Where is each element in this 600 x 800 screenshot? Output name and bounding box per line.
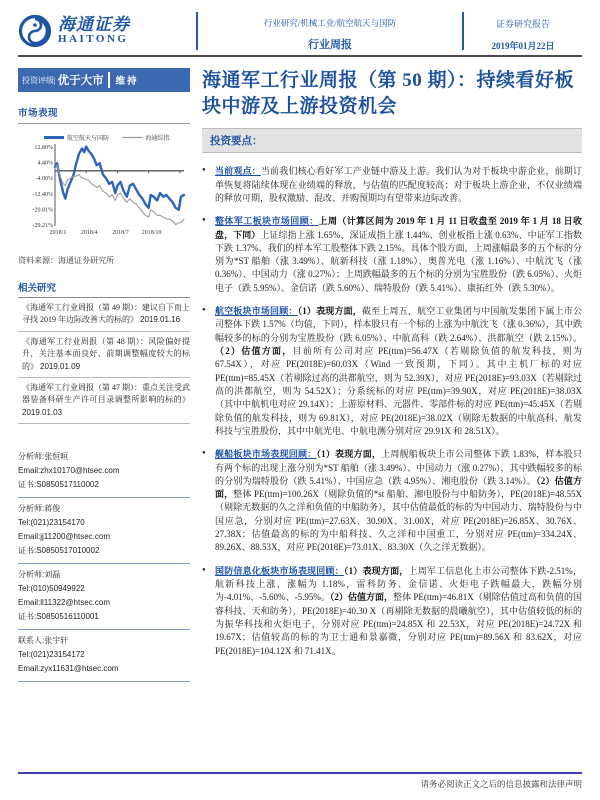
haitong-logo — [18, 10, 196, 52]
analyst-contacts — [18, 446, 190, 682]
report-date: 2019年01月22日 — [491, 41, 555, 51]
key-points-list — [202, 165, 582, 658]
related-research-item: 《海通军工行业周报（第 47 期）：重点关注受武器装备科研生产许可目录调整所影响的标的》 2019.01.03 — [18, 378, 190, 424]
sidebar — [18, 68, 190, 682]
svg-text:12.80%: 12.80% — [34, 145, 53, 151]
header-meta — [464, 10, 582, 52]
header-category — [198, 10, 462, 52]
haitong-logo-text — [58, 16, 130, 45]
contact-line: Email:jj11200@htsec.com — [18, 532, 111, 542]
page-footer — [18, 772, 582, 790]
contact-line: Tel:(021)23154170 — [18, 518, 85, 528]
logo-name-cn: 海通证券 — [58, 15, 130, 35]
research-category: 行业研究/机械工业/航空航天与国防 — [263, 18, 397, 28]
main-column — [202, 68, 582, 682]
key-point: ● 国防信息化板块市场表现回顾：（1）表现方面，上周军工信息化上市公司整体下跌-2.51%，航新科技上涨，涨幅为 1.18%，雷科防务、金信诺、火炬电子跌幅最大，跌幅分别为-4.01%、-5.60%、-5.95%。（2）估值方面，整体 PE(ttm)=46.81X（剔除估值过高和负值的国睿科技、天和防务），PE(2018E)=40.30 X（再剔除无数据的晨曦航空），其中估值较低的标的为振华科技和火炬电子，分别对应 PE(ttm)=24.85X 和 22.53X，对应 PE(2018E)=24.72X 和 19.67X；估值较高的标的为卫士通和景嘉微，分别对应 PE(ttm)=89.56X 和 83.62X，对应 PE(2018E)=104.12X 和 71.41X。 — [202, 565, 582, 658]
svg-text:2018/4: 2018/4 — [80, 230, 98, 236]
svg-text:海通综指: 海通综指 — [145, 136, 170, 142]
svg-text:4.40%: 4.40% — [37, 160, 53, 167]
line-chart — [18, 132, 188, 240]
related-research-item: 《海通军工行业周报（第 48 期）：风险偏好提升，关注基本面良好、前期调整幅度较大的标的》 2019.01.09 — [18, 332, 190, 378]
divider — [18, 123, 190, 124]
svg-text:2018/10: 2018/10 — [141, 230, 162, 236]
key-point: ● 航空板块市场回顾：（1）表现方面，截至上周五，航空工业集团与中国航发集团下属上市公司整体下跌 1.57%（均值，下同），样本股只有一个标的上涨为中航沈飞（涨 0.36%），其中跌幅较多的标的分别为宝胜股份（跌 6.05%）、中航高科（跌 2.64%）、洪都航空（跌 2.15%）。（2）估值方面，目前所有公司对应 PE(ttm)=56.47X（若剔除负值的航发科技，则为 67.54X），对应 PE(2018E)=60.03X（Wind 一致预期，下同）。其中主机厂标的对应 PE(ttm)=85.45X（若剔除过高的洪都航空，则为 52.39X），对应 PE(2018E)=93.03X（若剔除过高的洪都航空，则为 54.52X）；分系统标的对应 PE(ttm)=39.90X，对应 PE(2018E)=38.03X（其中中航机电对应 29.14X）；上游原材料、元器件、零部件标的对应 PE(ttm)=45.45X（若剔除负值的航发科技，则为 69.81X），对应 PE(2018E)=38.02X（剔除无数据的中航高科、航发科技与宝胜股份，其中中航光电、中航电测分别对应 29.91X 和 28.51X）。 — [202, 305, 582, 438]
key-point: ● 整体军工板块市场回顾：上周（计算区间为 2019 年 1 月 11 日收盘至 2019 年 1 月 18 日收盘，下同）上证综指上涨 1.65%、深证成指上涨 1.44%、创业板指上涨 0.63%、中证军工指数下跌 1.37%、我们的样本军工股整体下跌 2.15%。具体个股方面，上周涨幅最多的五个标的分别为*ST 船舶（涨 3.49%）、航新科技（涨 1.18%）、奥普光电（涨 1.16%）、中航沈飞（涨 0.36%）、中国动力（涨 0.27%）；上周跌幅最多的五个标的分别为宝胜股份（跌 6.05%）、火炬电子（跌 5.95%）、金信诺（跌 5.60%）、瑞特股份（跌 5.41%）、康拓红外（跌 5.30%）。 — [202, 215, 582, 295]
footer-disclaimer: 请务必阅读正文之后的信息披露和法律声明 — [420, 779, 582, 789]
report-type: 行业周报 — [308, 39, 352, 51]
market-performance-heading: 市场表现 — [18, 109, 59, 119]
rating-status: 维持 — [115, 77, 139, 87]
contact-line: Tel:(021)23154172 — [18, 650, 85, 660]
svg-text:-20.81%: -20.81% — [32, 207, 53, 214]
content-area — [0, 68, 600, 682]
key-points-heading: 投资要点： — [202, 128, 582, 153]
contact-line: 联系人:张宇轩 — [18, 636, 69, 646]
key-point: ● 舰船板块市场表现回顾：（1）表现方面，上周舰船板块上市公司整体下跌 1.83%，样本股只有两个标的出现上涨分别为*ST 船舶（涨 3.49%）、中国动力（涨 0.27%），其中跌幅较多的标的分别为瑞特股份（跌 5.41%）、中国应急（跌 4.95%）、湘电股份（跌 3.14%）。（2）估值方面，整体 PE(ttm)=100.26X（剔除负值的*st 船舶、湘电股份与中船防务），PE(2018E)=48.55X（剔除无数据的久之洋和负值的中船防务），其中估值最低的标的为中国动力、瑞特股份与中国应急，分别对应 PE(ttm)=27.63X、30.90X、31.00X，对应 PE(2018E)=26.85X、30.76X、27.38X；估值最高的标的为中船科技、久之洋和中国重工，分别对应 PE(ttm)=334.24X、89.26X、88.53X，对应 PE(2018E)=73.01X、83.30X（久之洋无数据）。 — [202, 448, 582, 555]
contact-line: 证书:S0850517010002 — [18, 546, 100, 556]
report-header — [18, 10, 582, 57]
contact-line: 证书:S0850517110002 — [18, 480, 99, 490]
contact-line: Email:zyx11631@htsec.com — [18, 664, 119, 674]
chart-source: 资料来源：海通证券研究所 — [18, 256, 114, 265]
key-point: ● 当前观点：当前我们核心看好军工产业链中游及上游。我们认为对于板块中游企业，前期订单恢复将陆续体现在业绩端的释放，与估值的匹配度较高；对于板块上游企业，不仅业绩端的释放可期，股权激励、混改、并购预期均有望带来边际改善。 — [202, 165, 582, 205]
svg-text:-4.00%: -4.00% — [35, 176, 53, 183]
contact-line: Email:ll11322@htsec.com — [18, 598, 111, 608]
rating-label: 投资评级 — [22, 75, 54, 85]
report-kind: 证券研究报告 — [495, 19, 550, 29]
rating-value: 优于大市 — [57, 75, 104, 87]
page-title: 海通军工行业周报（第 50 期）：持续看好板块中游及上游投资机会 — [202, 70, 575, 117]
footer-rule — [18, 772, 582, 774]
analyst-contact — [18, 564, 190, 630]
related-research-heading: 相关研究 — [18, 280, 190, 298]
rating-separator — [108, 72, 110, 88]
analyst-contact — [18, 446, 190, 498]
svg-text:2018/1: 2018/1 — [49, 230, 67, 236]
svg-text:-29.21%: -29.21% — [32, 223, 53, 229]
logo-name-en: HAITONG — [58, 33, 129, 46]
market-performance-chart — [18, 132, 190, 266]
contact-line: 分析师:刘磊 — [18, 570, 61, 580]
related-research-item: 《海通军工行业周报（第 49 期）：建议自下而上寻找 2019 年边际改善大的标的》 2019.01.16 — [18, 298, 190, 332]
contact-line: 证书:S0850516110001 — [18, 612, 99, 622]
rating-badge: 投资评级 | 优于大市 维持 — [18, 68, 190, 92]
svg-text:-12.40%: -12.40% — [32, 191, 53, 198]
svg-text:2018/7: 2018/7 — [112, 230, 129, 236]
svg-text:航空航天与国防: 航空航天与国防 — [67, 136, 110, 142]
analyst-contact — [18, 630, 190, 682]
contact-line: 分析师:张恒晅 — [18, 452, 69, 462]
related-research-list — [18, 298, 190, 424]
contact-line: Tel:(010)50949922 — [18, 584, 85, 594]
haitong-logo-icon — [18, 14, 52, 48]
contact-line: Email:zhx10170@htsec.com — [18, 466, 120, 476]
contact-line: 分析师:蒋俊 — [18, 504, 61, 514]
analyst-contact — [18, 498, 190, 564]
